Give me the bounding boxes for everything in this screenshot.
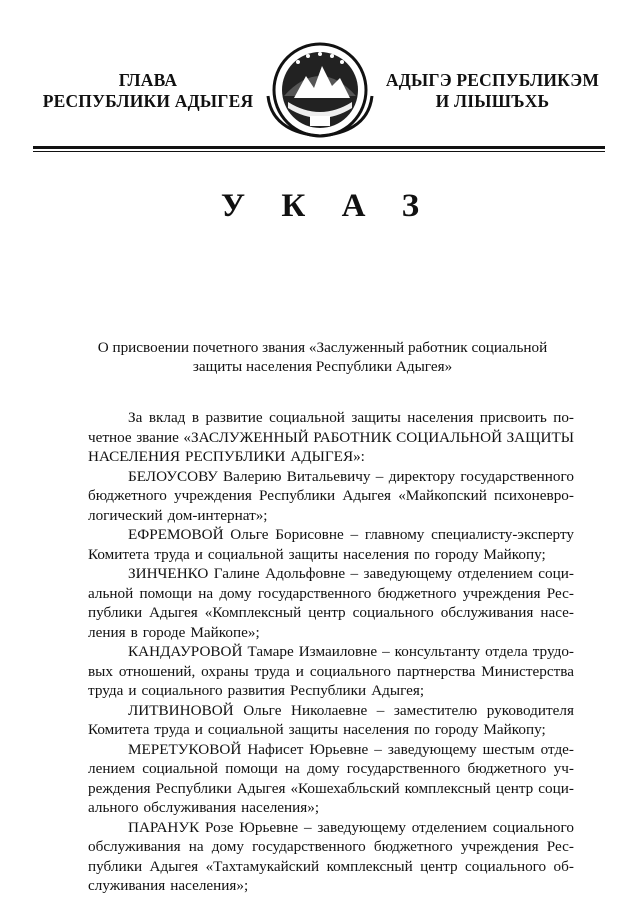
- body-line: ального обслуживания населения»;: [88, 799, 320, 816]
- body-line: обслуживания на дому государственного бюджетного учреждения Рес-: [88, 838, 574, 855]
- header-left-title: [38, 70, 258, 112]
- decree-subject: [90, 338, 555, 376]
- body-line: публики Адыгея «Тахтамукайский комплексный центр социального об-: [88, 857, 574, 875]
- body-line: ления в городе Майкопе»;: [88, 623, 260, 641]
- header-right-line-2: И ЛІЫШЪХЬ: [435, 91, 550, 111]
- body-line: ЕФРЕМОВОЙ Ольге Борисовне – главному специалисту-эксперту: [128, 526, 574, 543]
- header-left-line-2: РЕСПУБЛИКИ АДЫГЕЯ: [42, 91, 254, 111]
- body-line: ПАРАНУК Розе Юрьевне – заведующему отделением социального: [128, 818, 574, 836]
- body-line: КАНДАУРОВОЙ Тамаре Измаиловне – консультанту отдела трудо-: [128, 643, 574, 660]
- body-line: четное звание «ЗАСЛУЖЕННЫЙ РАБОТНИК СОЦИАЛЬНОЙ ЗАЩИТЫ: [88, 428, 574, 446]
- body-line: публики Адыгея «Комплексный центр социального обслуживания насе-: [88, 604, 574, 621]
- body-line: лением социальной помощи на дому государственного бюджетного уч-: [88, 760, 574, 777]
- body-line: альной помощи на дому государственного бюджетного учреждения Рес-: [88, 584, 574, 602]
- decree-body: [88, 408, 574, 896]
- body-line: БЕЛОУСОВУ Валерию Витальевичу – директору государственного: [128, 467, 574, 485]
- subject-line-1: О присвоении почетного звания «Заслуженный работник социальной: [97, 339, 548, 356]
- body-line: Комитета труда и социальной защиты населения по городу Майкопу;: [88, 545, 546, 563]
- body-line: НАСЕЛЕНИЯ РЕСПУБЛИКИ АДЫГЕЯ»:: [88, 448, 365, 465]
- header-divider-thick: [33, 146, 605, 149]
- body-line: служивания населения»;: [88, 877, 249, 894]
- body-line: ЛИТВИНОВОЙ Ольге Николаевне – заместителю руководителя: [128, 701, 574, 719]
- document-title: У К А З: [220, 188, 434, 224]
- body-line: бюджетного учреждения Республики Адыгея «Майкопский психоневро-: [88, 487, 574, 504]
- body-line: реждения Республики Адыгея «Кошехабльский комплексный центр соци-: [88, 779, 574, 797]
- subject-line-2: защиты населения Республики Адыгея»: [192, 358, 453, 375]
- body-line: За вклад в развитие социальной защиты населения присвоить по-: [128, 409, 574, 426]
- body-line: вых отношений, охраны труда и социального партнерства Министерства: [88, 662, 574, 680]
- body-line: ЗИНЧЕНКО Галине Адольфовне – заведующему отделением соци-: [128, 565, 574, 582]
- body-line: Комитета труда и социальной защиты населения по городу Майкопу;: [88, 721, 546, 738]
- header-right-line-1: АДЫГЭ РЕСПУБЛИКЭМ: [385, 70, 600, 90]
- header-right-title: [385, 70, 600, 112]
- header-divider-thin: [33, 151, 605, 152]
- body-line: МЕРЕТУКОВОЙ Нафисет Юрьевне – заведующему шестым отде-: [128, 740, 574, 758]
- header-left-line-1: ГЛАВА: [118, 70, 178, 90]
- emblem-seal-icon: [264, 36, 376, 140]
- body-line: логический дом-интернат»;: [88, 506, 268, 524]
- body-line: труда и социального развития Республики Адыгея;: [88, 682, 425, 699]
